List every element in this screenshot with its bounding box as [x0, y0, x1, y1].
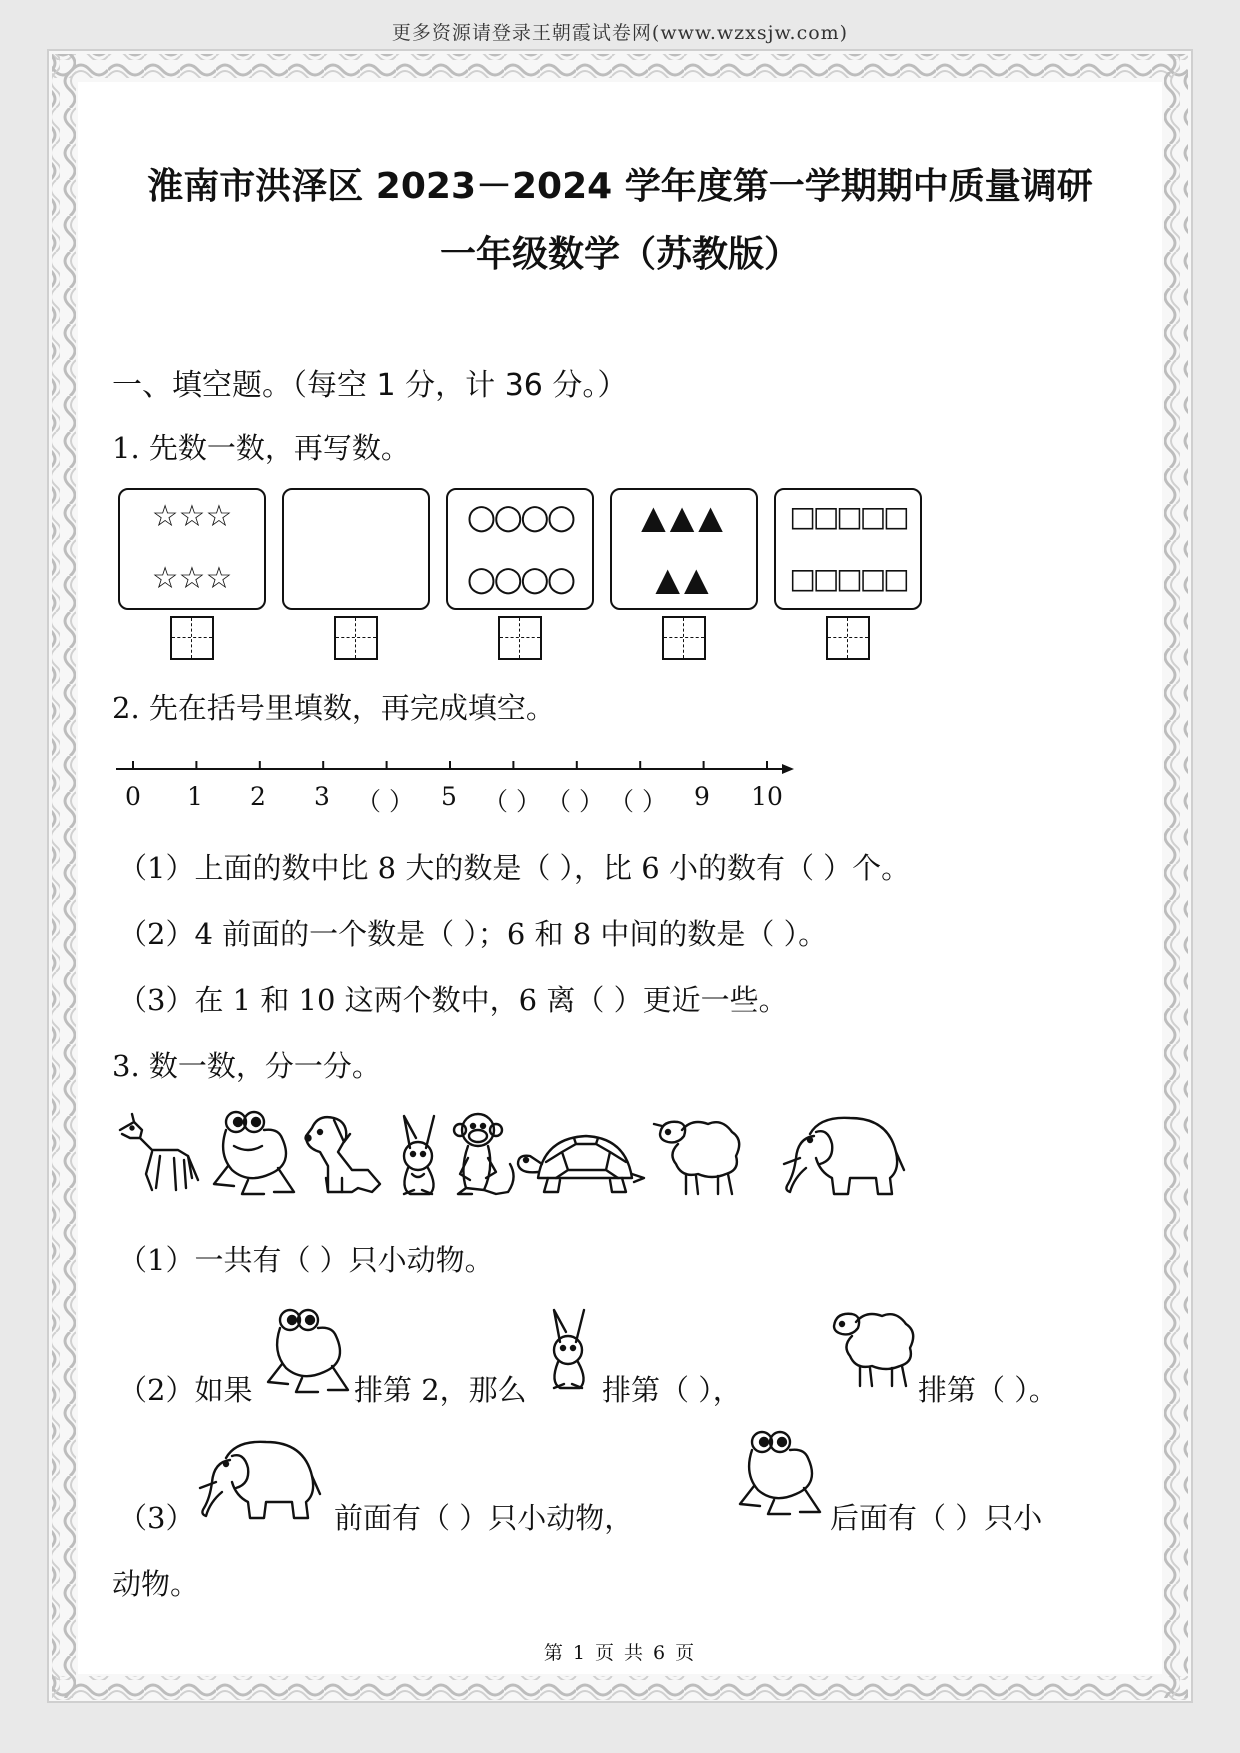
q2-sub1: （1）上面的数中比 8 大的数是（ ），比 6 小的数有（ ）个。 [118, 851, 911, 885]
q1-prompt: 1. 先数一数，再写数。 [112, 431, 410, 465]
answer-grid-2[interactable] [334, 616, 378, 660]
q3-sub3-part-c: 后面有（ ）只小 [830, 1501, 1043, 1535]
tick-label-9: 9 [694, 782, 710, 811]
answer-grid-3[interactable] [498, 616, 542, 660]
q3-prompt: 3. 数一数，分一分。 [112, 1049, 381, 1083]
tick-blank-4[interactable]: （ ） [356, 787, 414, 816]
answer-grid-5[interactable] [826, 616, 870, 660]
q3-sub3-part-d: 动物。 [112, 1567, 200, 1601]
frog-icon [262, 1306, 354, 1398]
turtle-icon [518, 1136, 644, 1192]
stars-row-1: ☆☆☆ [151, 499, 233, 534]
triangles-row-1: ▲▲▲ [641, 498, 727, 536]
q2-prompt: 2. 先在括号里填数，再完成填空。 [112, 691, 555, 725]
exam-subtitle: 一年级数学（苏教版） [439, 234, 800, 275]
q3-sub3-part-a: （3） [118, 1501, 195, 1535]
tick-label-10: 10 [751, 782, 783, 811]
squares-row-2: □□□□□ [789, 562, 907, 595]
answer-grid-4[interactable] [662, 616, 706, 660]
q3-sub2-part-c: 排第（ ）， [602, 1373, 742, 1407]
elephant-icon [196, 1432, 328, 1524]
q2-sub3: （3）在 1 和 10 这两个数中，6 离（ ）更近一些。 [118, 983, 788, 1017]
number-line-arrow [782, 764, 794, 774]
number-line [110, 752, 800, 782]
page-footer: 第 1 页 共 6 页 [543, 1642, 697, 1664]
circles-row-1: ○○○○ [466, 497, 574, 537]
q2-sub2: （2）4 前面的一个数是（ ）；6 和 8 中间的数是（ ）。 [118, 917, 828, 951]
tick-label-2: 2 [250, 782, 266, 811]
sheep-icon [826, 1300, 922, 1392]
triangles-row-2: ▲▲ [655, 560, 713, 598]
q3-sub2-part-a: （2）如果 [118, 1373, 253, 1407]
sheep-icon [654, 1122, 739, 1194]
tick-blank-6[interactable]: （ ） [483, 787, 541, 816]
squares-row-1: □□□□□ [789, 500, 907, 533]
tick-blank-8[interactable]: （ ） [609, 787, 667, 816]
count-box-triangles [610, 488, 758, 610]
tick-blank-7[interactable]: （ ） [546, 787, 604, 816]
tick-label-3: 3 [314, 782, 330, 811]
count-box-circles [446, 488, 594, 610]
q3-sub2-part-b: 排第 2，那么 [354, 1373, 527, 1407]
animal-row [112, 1108, 912, 1204]
watermark: 更多资源请登录王朝霞试卷网(www.wzxsjw.com) [391, 22, 849, 44]
q3-sub1: （1）一共有（ ）只小动物。 [118, 1243, 494, 1277]
q3-sub2-part-d: 排第（ ）。 [918, 1373, 1058, 1407]
count-box-stars [118, 488, 266, 610]
rabbit-icon [404, 1116, 434, 1194]
section1-heading: 一、填空题。（每空 1 分，计 36 分。） [112, 368, 628, 403]
exam-title: 淮南市洪泽区 2023－2024 学年度第一学期期中质量调研 [147, 166, 1093, 207]
frog-icon [734, 1428, 826, 1520]
tick-label-1: 1 [187, 782, 203, 811]
frog-icon [214, 1112, 294, 1194]
count-box-squares [774, 488, 922, 610]
elephant-icon [784, 1118, 904, 1194]
tick-label-5: 5 [441, 782, 457, 811]
dog-icon [306, 1117, 381, 1192]
answer-grid-1[interactable] [170, 616, 214, 660]
count-box-empty [282, 488, 430, 610]
rabbit-icon [540, 1302, 602, 1394]
monkey-icon [454, 1114, 514, 1194]
tick-label-0: 0 [125, 782, 141, 811]
circles-row-2: ○○○○ [466, 559, 574, 599]
stars-row-2: ☆☆☆ [151, 561, 233, 596]
q3-sub3-part-b: 前面有（ ）只小动物， [334, 1501, 634, 1535]
horse-icon [120, 1114, 198, 1190]
